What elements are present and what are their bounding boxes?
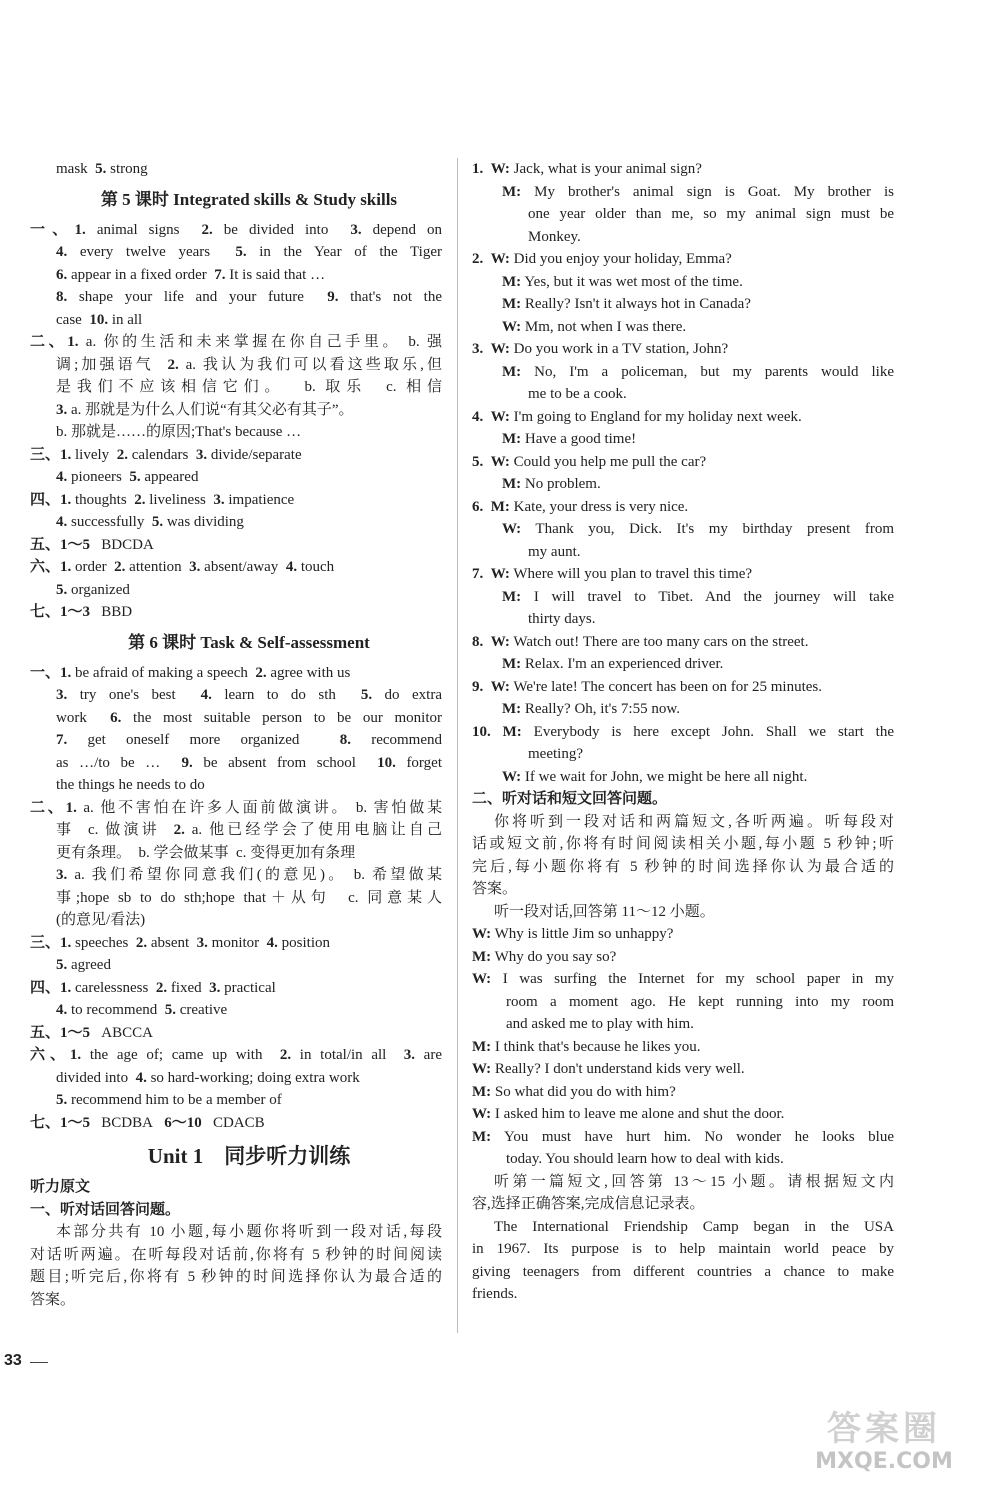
transcript-line: 10. M: Everybody is here except John. Shall we start the (472, 723, 894, 740)
lesson-heading: 第 6 课时 Task & Self-assessment (128, 632, 370, 652)
transcript-line: 6. M: Kate, your dress is very nice. (472, 498, 689, 515)
watermark-logo (794, 1409, 974, 1479)
answer-line: (的意见/看法) (56, 912, 146, 928)
answer-line: 一、1. animal signs 2. be divided into 3. depend on (30, 221, 442, 238)
section-heading: 听力原文 (30, 1178, 91, 1195)
answer-line: as …/to be … 9. be absent from school 10. forget (56, 754, 442, 771)
transcript-line: W: If we wait for John, we might be here all night. (502, 768, 808, 785)
transcript-line: W: Thank you, Dick. It's my birthday present from (502, 521, 894, 537)
column-divider (457, 158, 458, 1333)
transcript-line: M: Relax. I'm an experienced driver. (502, 656, 724, 672)
answer-line: mask 5. strong (56, 161, 148, 177)
answer-line: 更有条理。 b. 学会做某事 c. 变得更加有条理 (56, 844, 356, 861)
transcript-line: 你将听到一段对话和两篇短文,各听两遍。听每段对 (494, 813, 894, 830)
transcript-line: and asked me to play with him. (506, 1016, 694, 1032)
answer-line: 3. a. 我们希望你同意我们(的意见)。 b. 希望做某 (56, 867, 442, 883)
answer-line: 4. every twelve years 5. in the Year of the Tiger (56, 244, 442, 260)
answer-line: 3. try one's best 4. learn to do sth 5. do extra (56, 687, 443, 703)
transcript-line: meeting? (528, 746, 583, 762)
answer-line: 事 c. 做演讲 2. a. 他已经学会了使用电脑让自己 (56, 822, 442, 838)
lesson-heading: 第 5 课时 Integrated skills & Study skills (100, 189, 398, 209)
answer-line: work 6. the most suitable person to be our monitor (56, 709, 442, 726)
transcript-line: W: I asked him to leave me alone and shut the door. (472, 1106, 785, 1122)
transcript-line: 完后,每小题你将有 5 秒钟的时间选择你认为最合适的 (472, 858, 894, 875)
answer-line: 8. shape your life and your future 9. that's not the (56, 289, 443, 305)
transcript-line: Monkey. (528, 228, 581, 245)
transcript-line: M: I think that's because he likes you. (472, 1038, 701, 1055)
left-column (30, 158, 443, 1311)
transcript-line: friends. (472, 1286, 518, 1302)
answer-line: 5. organized (56, 581, 130, 598)
answer-line: the things he needs to do (56, 777, 205, 793)
transcript-line: 1. W: Jack, what is your animal sign? (472, 161, 702, 177)
answer-line: 调;加强语气 2. a. 我认为我们可以看这些取乐,但 (56, 356, 442, 373)
transcript-line: 答案。 (472, 881, 518, 897)
transcript-line: W: I was surfing the Internet for my school paper in my (472, 971, 894, 987)
answer-line: 3. a. 那就是为什么人们说“有其父必有其子”。 (56, 401, 354, 418)
transcript-line: M: Yes, but it was wet most of the time. (502, 273, 743, 290)
transcript-line: 听一段对话,回答第 11～12 小题。 (494, 903, 715, 920)
watermark-url: MXQE.COM (815, 1449, 953, 1474)
answer-line: 对话听两遍。在听每段对话前,你将有 5 秒钟的时间阅读 (30, 1246, 442, 1263)
answer-line: 5. recommend him to be a member of (56, 1092, 282, 1108)
transcript-line: M: No, I'm a policeman, but my parents would like (502, 363, 894, 380)
transcript-line: M: Have a good time! (502, 431, 637, 447)
answer-line: 5. agreed (56, 957, 111, 973)
transcript-line: 2. W: Did you enjoy your holiday, Emma? (472, 251, 732, 267)
answer-line: 4. successfully 5. was dividing (56, 514, 244, 530)
answer-line: divided into 4. so hard-working; doing extra work (56, 1069, 360, 1086)
transcript-line: 8. W: Watch out! There are too many cars on the street. (472, 633, 809, 650)
answer-line: 三、1. speeches 2. absent 3. monitor 4. position (30, 934, 330, 951)
transcript-line: 4. W: I'm going to England for my holiday next week. (472, 408, 802, 425)
answer-line: 四、1. carelessness 2. fixed 3. practical (30, 979, 276, 996)
transcript-line: M: Really? Isn't it always hot in Canada? (502, 296, 751, 312)
transcript-line: M: Why do you say so? (472, 948, 617, 965)
answer-line: 三、1. lively 2. calendars 3. divide/separate (30, 446, 302, 463)
transcript-line: M: I will travel to Tibet. And the journey will take (502, 588, 894, 605)
answer-line: 二、1. a. 你的生活和未来掌握在你自己手里。 b. 强 (30, 334, 442, 350)
answer-line: b. 那就是……的原因;That's because … (56, 424, 302, 440)
right-column (472, 158, 894, 1306)
transcript-line: M: You must have hurt him. No wonder he looks blue (472, 1128, 894, 1145)
answer-line: 本部分共有 10 小题,每小题你将听到一段对话,每段 (56, 1224, 442, 1240)
answer-line: 一、1. be afraid of making a speech 2. agree with us (30, 664, 351, 681)
section-heading: 一、听对话回答问题。 (30, 1200, 181, 1218)
transcript-line: 容,选择正确答案,完成信息记录表。 (472, 1196, 705, 1212)
transcript-line: 3. W: Do you work in a TV station, John? (472, 341, 729, 357)
unit-heading: Unit 1 同步听力训练 (147, 1144, 351, 1168)
answer-line: 4. pioneers 5. appeared (56, 469, 199, 485)
answer-line: 答案。 (30, 1291, 76, 1308)
answer-line: 题目;听完后,你将有 5 秒钟的时间选择你认为最合适的 (30, 1269, 442, 1285)
page-number-rule (30, 1362, 48, 1363)
transcript-line: W: Really? I don't understand kids very well. (472, 1061, 745, 1077)
transcript-line: M: My brother's animal sign is Goat. My brother is (502, 183, 894, 200)
transcript-line: in 1967. Its purpose is to help maintain world peace by (472, 1241, 894, 1257)
section-heading: 二、听对话和短文回答问题。 (472, 790, 668, 807)
answer-line: 6. appear in a fixed order 7. It is said that … (56, 266, 326, 283)
transcript-line: one year older than me, so my animal sign must be (528, 206, 894, 222)
transcript-line: today. You should learn how to deal with kids. (506, 1151, 784, 1167)
transcript-line: me to be a cook. (528, 386, 627, 402)
transcript-line: M: No problem. (502, 476, 601, 492)
answer-line: case 10. in all (56, 311, 143, 328)
transcript-line: thirty days. (528, 611, 596, 627)
transcript-line: 7. W: Where will you plan to travel this time? (472, 566, 753, 582)
page-number: 33 (4, 1352, 22, 1369)
answer-line: 五、1～5 BDCDA (30, 536, 154, 553)
transcript-line: M: So what did you do with him? (472, 1083, 676, 1100)
answer-line: 五、1～5 ABCCA (30, 1024, 153, 1041)
answer-line: 7. get oneself more organized 8. recommend (56, 732, 442, 748)
transcript-line: W: Why is little Jim so unhappy? (472, 926, 674, 942)
answer-line: 4. to recommend 5. creative (56, 1002, 228, 1018)
transcript-line: The International Friendship Camp began in the USA (494, 1218, 894, 1235)
answer-line: 六、1. order 2. attention 3. absent/away 4. touch (30, 559, 335, 575)
answer-line: 四、1. thoughts 2. liveliness 3. impatience (30, 491, 295, 508)
watermark-text: 答案圈 (827, 1409, 941, 1449)
answer-line: 是我们不应该相信它们。 b. 取乐 c. 相信 (56, 379, 442, 395)
answer-line: 六、1. the age of; came up with 2. in total/in all 3. are (30, 1047, 442, 1063)
transcript-line: room a moment ago. He kept running into my room (506, 993, 894, 1010)
transcript-line: 听第一篇短文,回答第 13～15 小题。请根据短文内 (494, 1173, 894, 1190)
answer-line: 七、1～3 BBD (30, 604, 133, 620)
transcript-line: M: Really? Oh, it's 7:55 now. (502, 701, 680, 717)
transcript-line: 话或短文前,你将有时间阅读相关小题,每小题 5 秒钟;听 (472, 836, 894, 852)
transcript-line: my aunt. (528, 543, 581, 560)
transcript-line: W: Mm, not when I was there. (502, 318, 687, 335)
transcript-line: 5. W: Could you help me pull the car? (472, 453, 707, 470)
transcript-line: 9. W: We're late! The concert has been on for 25 minutes. (472, 678, 822, 695)
answer-line: 七、1～5 BCDBA 6～10 CDACB (30, 1114, 265, 1131)
answer-line: 事;hope sb to do sth;hope that＋从句 c. 同意某人 (56, 889, 442, 906)
answer-line: 二、1. a. 他不害怕在许多人面前做演讲。 b. 害怕做某 (30, 799, 442, 816)
transcript-line: giving teenagers from different countries a chance to make (472, 1263, 894, 1280)
